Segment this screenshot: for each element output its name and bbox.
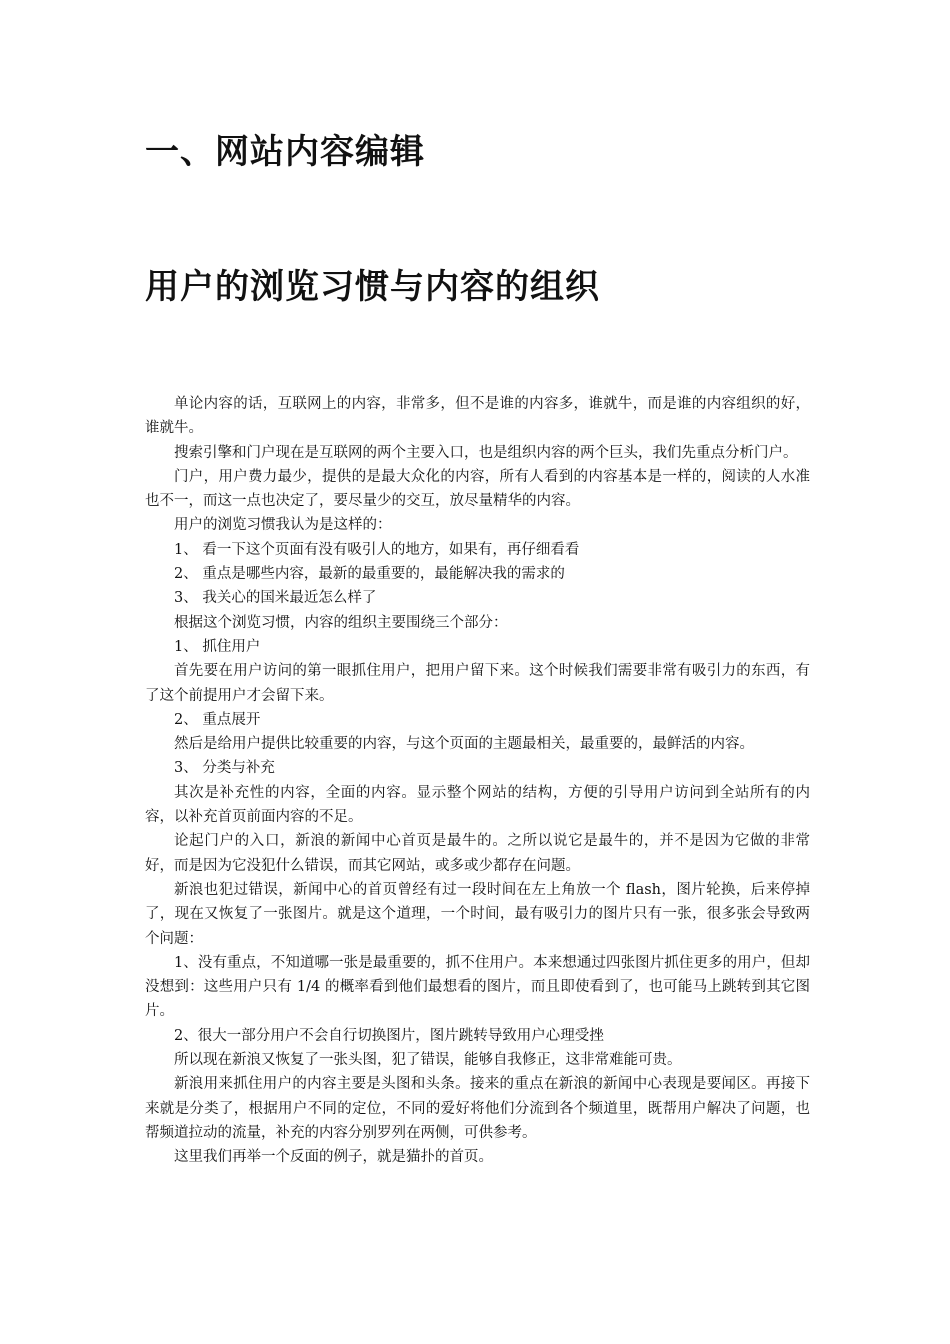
- paragraph: 用户的浏览习惯我认为是这样的：: [174, 517, 392, 534]
- article-body: [145, 392, 810, 1170]
- paragraph: 首先要在用户访问的第一眼抓住用户，把用户留下来。这个时候我们需要非常有吸引力的东西，有了这个前提用户才会留下来。: [145, 663, 810, 704]
- list-item: 1、 看一下这个页面有没有吸引人的地方，如果有，再仔细看看: [174, 541, 580, 558]
- article-title: 用户的浏览习惯与内容的组织: [145, 267, 600, 307]
- list-item: 2、 重点是哪些内容，最新的最重要的，最能解决我的需求的: [174, 566, 565, 583]
- paragraph: 论起门户的入口，新浪的新闻中心首页是最牛的。之所以说它是最牛的，并不是因为它做的非常好，而是因为它没犯什么错误，而其它网站，或多或少都存在问题。: [145, 833, 810, 874]
- paragraph: 新浪也犯过错误，新闻中心的首页曾经有过一段时间在左上角放一个 flash，图片轮换，后来停掉了，现在又恢复了一张图片。就是这个道理，一个时间，最有吸引力的图片只有一张，很多张会导致两个问题：: [145, 881, 810, 947]
- paragraph: 其次是补充性的内容，全面的内容。显示整个网站的结构，方便的引导用户访问到全站所有的内容，以补充首页前面内容的不足。: [145, 784, 810, 826]
- paragraph: 2、很大一部分用户不会自行切换图片，图片跳转导致用户心理受挫: [174, 1027, 604, 1044]
- list-item: 3、 分类与补充: [174, 760, 275, 777]
- list-item: 2、 重点展开: [174, 711, 261, 728]
- list-item: 3、 我关心的国米最近怎么样了: [174, 590, 377, 607]
- paragraph: 门户，用户费力最少，提供的是最大众化的内容，所有人看到的内容基本是一样的，阅读的人水准也不一，而这一点也决定了，要尽量少的交互，放尽量精华的内容。: [145, 468, 810, 510]
- paragraph: 搜索引擎和门户现在是互联网的两个主要入口，也是组织内容的两个巨头，我们先重点分析门户。: [174, 444, 798, 461]
- paragraph: 新浪用来抓住用户的内容主要是头图和头条。接来的重点在新浪的新闻中心表现是要闻区。再接下来就是分类了，根据用户不同的定位，不同的爱好将他们分流到各个频道里，既帮用户解决了问题，也帮频道拉动的流量，补充的内容分别罗列在两侧，可供参考。: [145, 1076, 810, 1141]
- paragraph: 所以现在新浪又恢复了一张头图，犯了错误，能够自我修正，这非常难能可贵。: [174, 1052, 682, 1069]
- paragraph: 然后是给用户提供比较重要的内容，与这个页面的主题最相关，最重要的，最鲜活的内容。: [174, 736, 754, 753]
- paragraph: 1、没有重点，不知道哪一张是最重要的，抓不住用户。本来想通过四张图片抓住更多的用户，但却没想到：这些用户只有 1/4 的概率看到他们最想看的图片，而且即使看到了，也可能马上跳转到其它图片。: [145, 954, 810, 1020]
- section-heading: 一、网站内容编辑: [145, 132, 425, 172]
- paragraph: 根据这个浏览习惯，内容的组织主要围绕三个部分：: [174, 614, 508, 631]
- list-item: 1、 抓住用户: [174, 638, 261, 655]
- paragraph: 这里我们再举一个反面的例子，就是猫扑的首页。: [174, 1149, 493, 1166]
- paragraph: 单论内容的话，互联网上的内容，非常多，但不是谁的内容多，谁就牛，而是谁的内容组织的好，谁就牛。: [145, 396, 810, 437]
